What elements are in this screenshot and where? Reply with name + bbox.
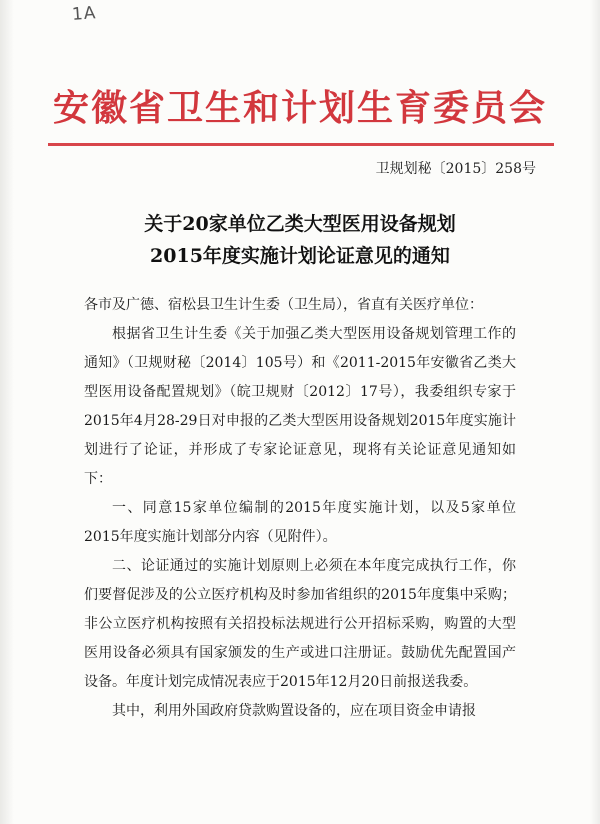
notice-title-line-2: 2015年度实施计划论证意见的通知	[150, 245, 450, 267]
notice-title	[0, 208, 600, 272]
paragraph-basis: 根据省卫生计生委《关于加强乙类大型医用设备规划管理工作的通知》（卫规财秘〔2014〕105号）和《2011-2015年安徽省乙类大型医用设备配置规划》（皖卫规财〔2012〕17号），我委组织专家于2015年4月28-29日对申报的乙类大型医用设备规划2015年度实施计划进行了论证，并形成了专家论证意见，现将有关论证意见通知如下：	[84, 326, 516, 487]
paragraph-item-1: 一、同意15家单位编制的2015年度实施计划，以及5家单位2015年度实施计划部分内容（见附件）。	[84, 500, 516, 545]
paragraph-foreign-loan: 其中，利用外国政府贷款购置设备的，应在项目资金申请报	[112, 703, 476, 719]
paragraph-item-2: 二、论证通过的实施计划原则上必须在本年度完成执行工作，你们要督促涉及的公立医疗机构及时参加省组织的2015年度集中采购；非公立医疗机构按照有关招投标法规进行公开招标采购，购置的大型医用设备必须具有国家颁发的生产或进口注册证。鼓励优先配置国产设备。年度计划完成情况表应于2015年12月20日前报送我委。	[84, 558, 516, 690]
recipient-line: 各市及广德、宿松县卫生计生委（卫生局），省直有关医疗单位：	[84, 297, 483, 313]
letterhead-red-rule	[48, 143, 554, 146]
handwritten-mark: 1A	[71, 3, 98, 25]
notice-title-line-1: 关于20家单位乙类大型医用设备规划	[144, 213, 456, 235]
document-number: 卫规划秘〔2015〕258号	[375, 161, 536, 177]
notice-body	[84, 291, 516, 726]
letterhead-title: 安徽省卫生和计划生育委员会	[52, 87, 547, 129]
